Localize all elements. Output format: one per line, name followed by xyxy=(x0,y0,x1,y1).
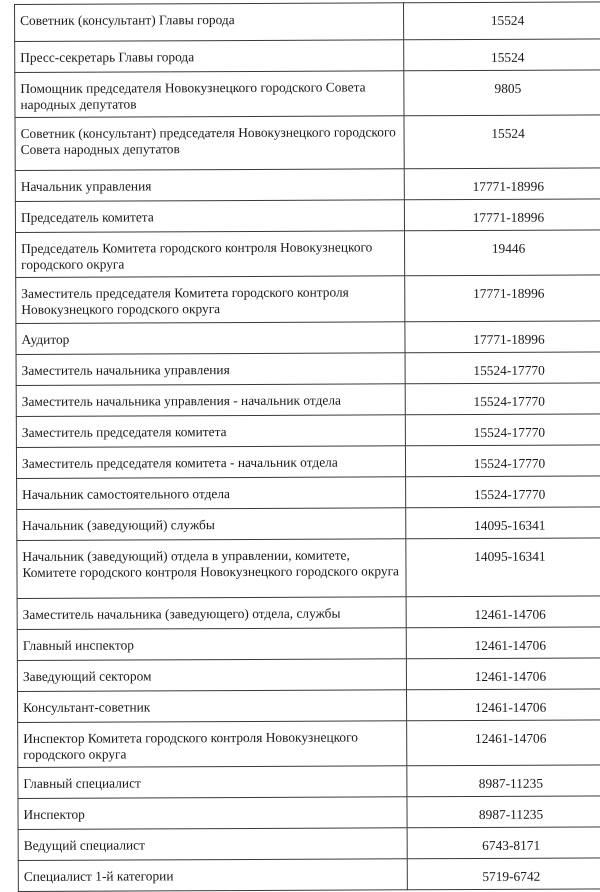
position-cell: Инспектор xyxy=(18,797,407,830)
salary-cell: 14095-16341 xyxy=(406,507,600,539)
table-row xyxy=(15,39,600,73)
salary-cell: 9805 xyxy=(404,70,600,116)
table-row xyxy=(16,321,600,355)
table-row xyxy=(18,796,600,830)
table-row xyxy=(16,445,600,479)
table-row xyxy=(17,596,600,630)
table-row xyxy=(17,689,600,723)
position-cell: Помощник председателя Новокузнецкого городского Совета народных депутатов xyxy=(15,71,404,118)
table-row xyxy=(16,275,600,324)
table-row xyxy=(17,627,600,661)
position-cell: Заведующий сектором xyxy=(17,659,406,692)
salary-cell: 15524-17770 xyxy=(405,445,600,477)
table-row xyxy=(18,858,600,892)
position-cell: Председатель Комитета городского контроля Новокузнецкого городского округа xyxy=(15,231,404,278)
position-cell: Советник (консультант) Главы города xyxy=(15,3,404,42)
salary-cell: 15524 xyxy=(404,115,600,169)
table-row xyxy=(18,720,600,768)
position-cell: Заместитель председателя Комитета городского контроля Новокузнецкого городского округа xyxy=(16,276,405,324)
salary-cell: 6743-8171 xyxy=(407,827,600,859)
position-cell: Главный специалист xyxy=(18,766,407,799)
table-row xyxy=(16,352,600,386)
table-row xyxy=(15,230,600,278)
position-cell: Начальник управления xyxy=(15,169,404,202)
table-row xyxy=(17,658,600,692)
position-cell: Заместитель председателя комитета xyxy=(16,415,405,448)
position-cell: Инспектор Комитета городского контроля Новокузнецкого городского округа xyxy=(18,721,407,768)
table-row xyxy=(18,827,600,861)
position-cell: Заместитель начальника (заведующего) отдела, службы xyxy=(17,597,406,630)
position-cell: Начальник (заведующий) службы xyxy=(17,508,406,541)
salary-cell: 15524 xyxy=(404,39,600,71)
table-row xyxy=(17,476,600,510)
table-row xyxy=(18,765,600,799)
position-cell: Пресс-секретарь Главы города xyxy=(15,40,404,73)
salary-cell: 12461-14706 xyxy=(407,720,600,766)
salary-cell: 12461-14706 xyxy=(406,596,600,628)
position-cell: Заместитель председателя комитета - начальник отдела xyxy=(16,446,405,479)
salary-table-body xyxy=(15,2,600,892)
table-row xyxy=(17,507,600,541)
table-row xyxy=(16,383,600,417)
position-cell: Начальник (заведующий) отдела в управлении, комитете, Комитете городского контроля Новокузнецкого городского округа xyxy=(17,539,406,599)
document-page xyxy=(14,4,592,892)
salary-cell: 12461-14706 xyxy=(406,627,600,659)
position-cell: Заместитель начальника управления - начальник отдела xyxy=(16,384,405,417)
salary-cell: 15524 xyxy=(403,2,600,40)
salary-cell: 15524-17770 xyxy=(405,383,600,415)
salary-cell: 8987-11235 xyxy=(407,796,600,828)
position-cell: Начальник самостоятельного отдела xyxy=(17,477,406,510)
salary-cell: 14095-16341 xyxy=(406,538,600,597)
table-row xyxy=(17,538,600,599)
position-cell: Консультант-советник xyxy=(17,690,406,723)
table-row xyxy=(15,70,600,118)
position-cell: Главный инспектор xyxy=(17,628,406,661)
salary-cell: 12461-14706 xyxy=(406,658,600,690)
position-cell: Председатель комитета xyxy=(15,200,404,233)
table-row xyxy=(15,2,600,42)
salary-cell: 17771-18996 xyxy=(404,199,600,231)
position-cell: Аудитор xyxy=(16,322,405,355)
table-row xyxy=(15,168,600,202)
salary-cell: 17771-18996 xyxy=(405,321,600,353)
position-cell: Советник (консультант) председателя Новокузнецкого городского Совета народных депутатов xyxy=(15,116,404,171)
salary-cell: 12461-14706 xyxy=(406,689,600,721)
salary-cell: 17771-18996 xyxy=(404,168,600,200)
salary-cell: 19446 xyxy=(404,230,600,276)
position-cell: Заместитель начальника управления xyxy=(16,353,405,386)
table-row xyxy=(15,199,600,233)
salary-cell: 15524-17770 xyxy=(406,476,600,508)
salary-cell: 15524-17770 xyxy=(405,352,600,384)
table-row xyxy=(15,115,600,171)
salary-cell: 8987-11235 xyxy=(407,765,600,797)
position-cell: Ведущий специалист xyxy=(18,828,407,861)
salary-cell: 15524-17770 xyxy=(405,414,600,446)
position-cell: Специалист 1-й категории xyxy=(18,859,407,892)
salary-cell: 17771-18996 xyxy=(405,275,600,322)
salary-table xyxy=(14,1,600,892)
table-row xyxy=(16,414,600,448)
salary-cell: 5719-6742 xyxy=(407,858,600,890)
